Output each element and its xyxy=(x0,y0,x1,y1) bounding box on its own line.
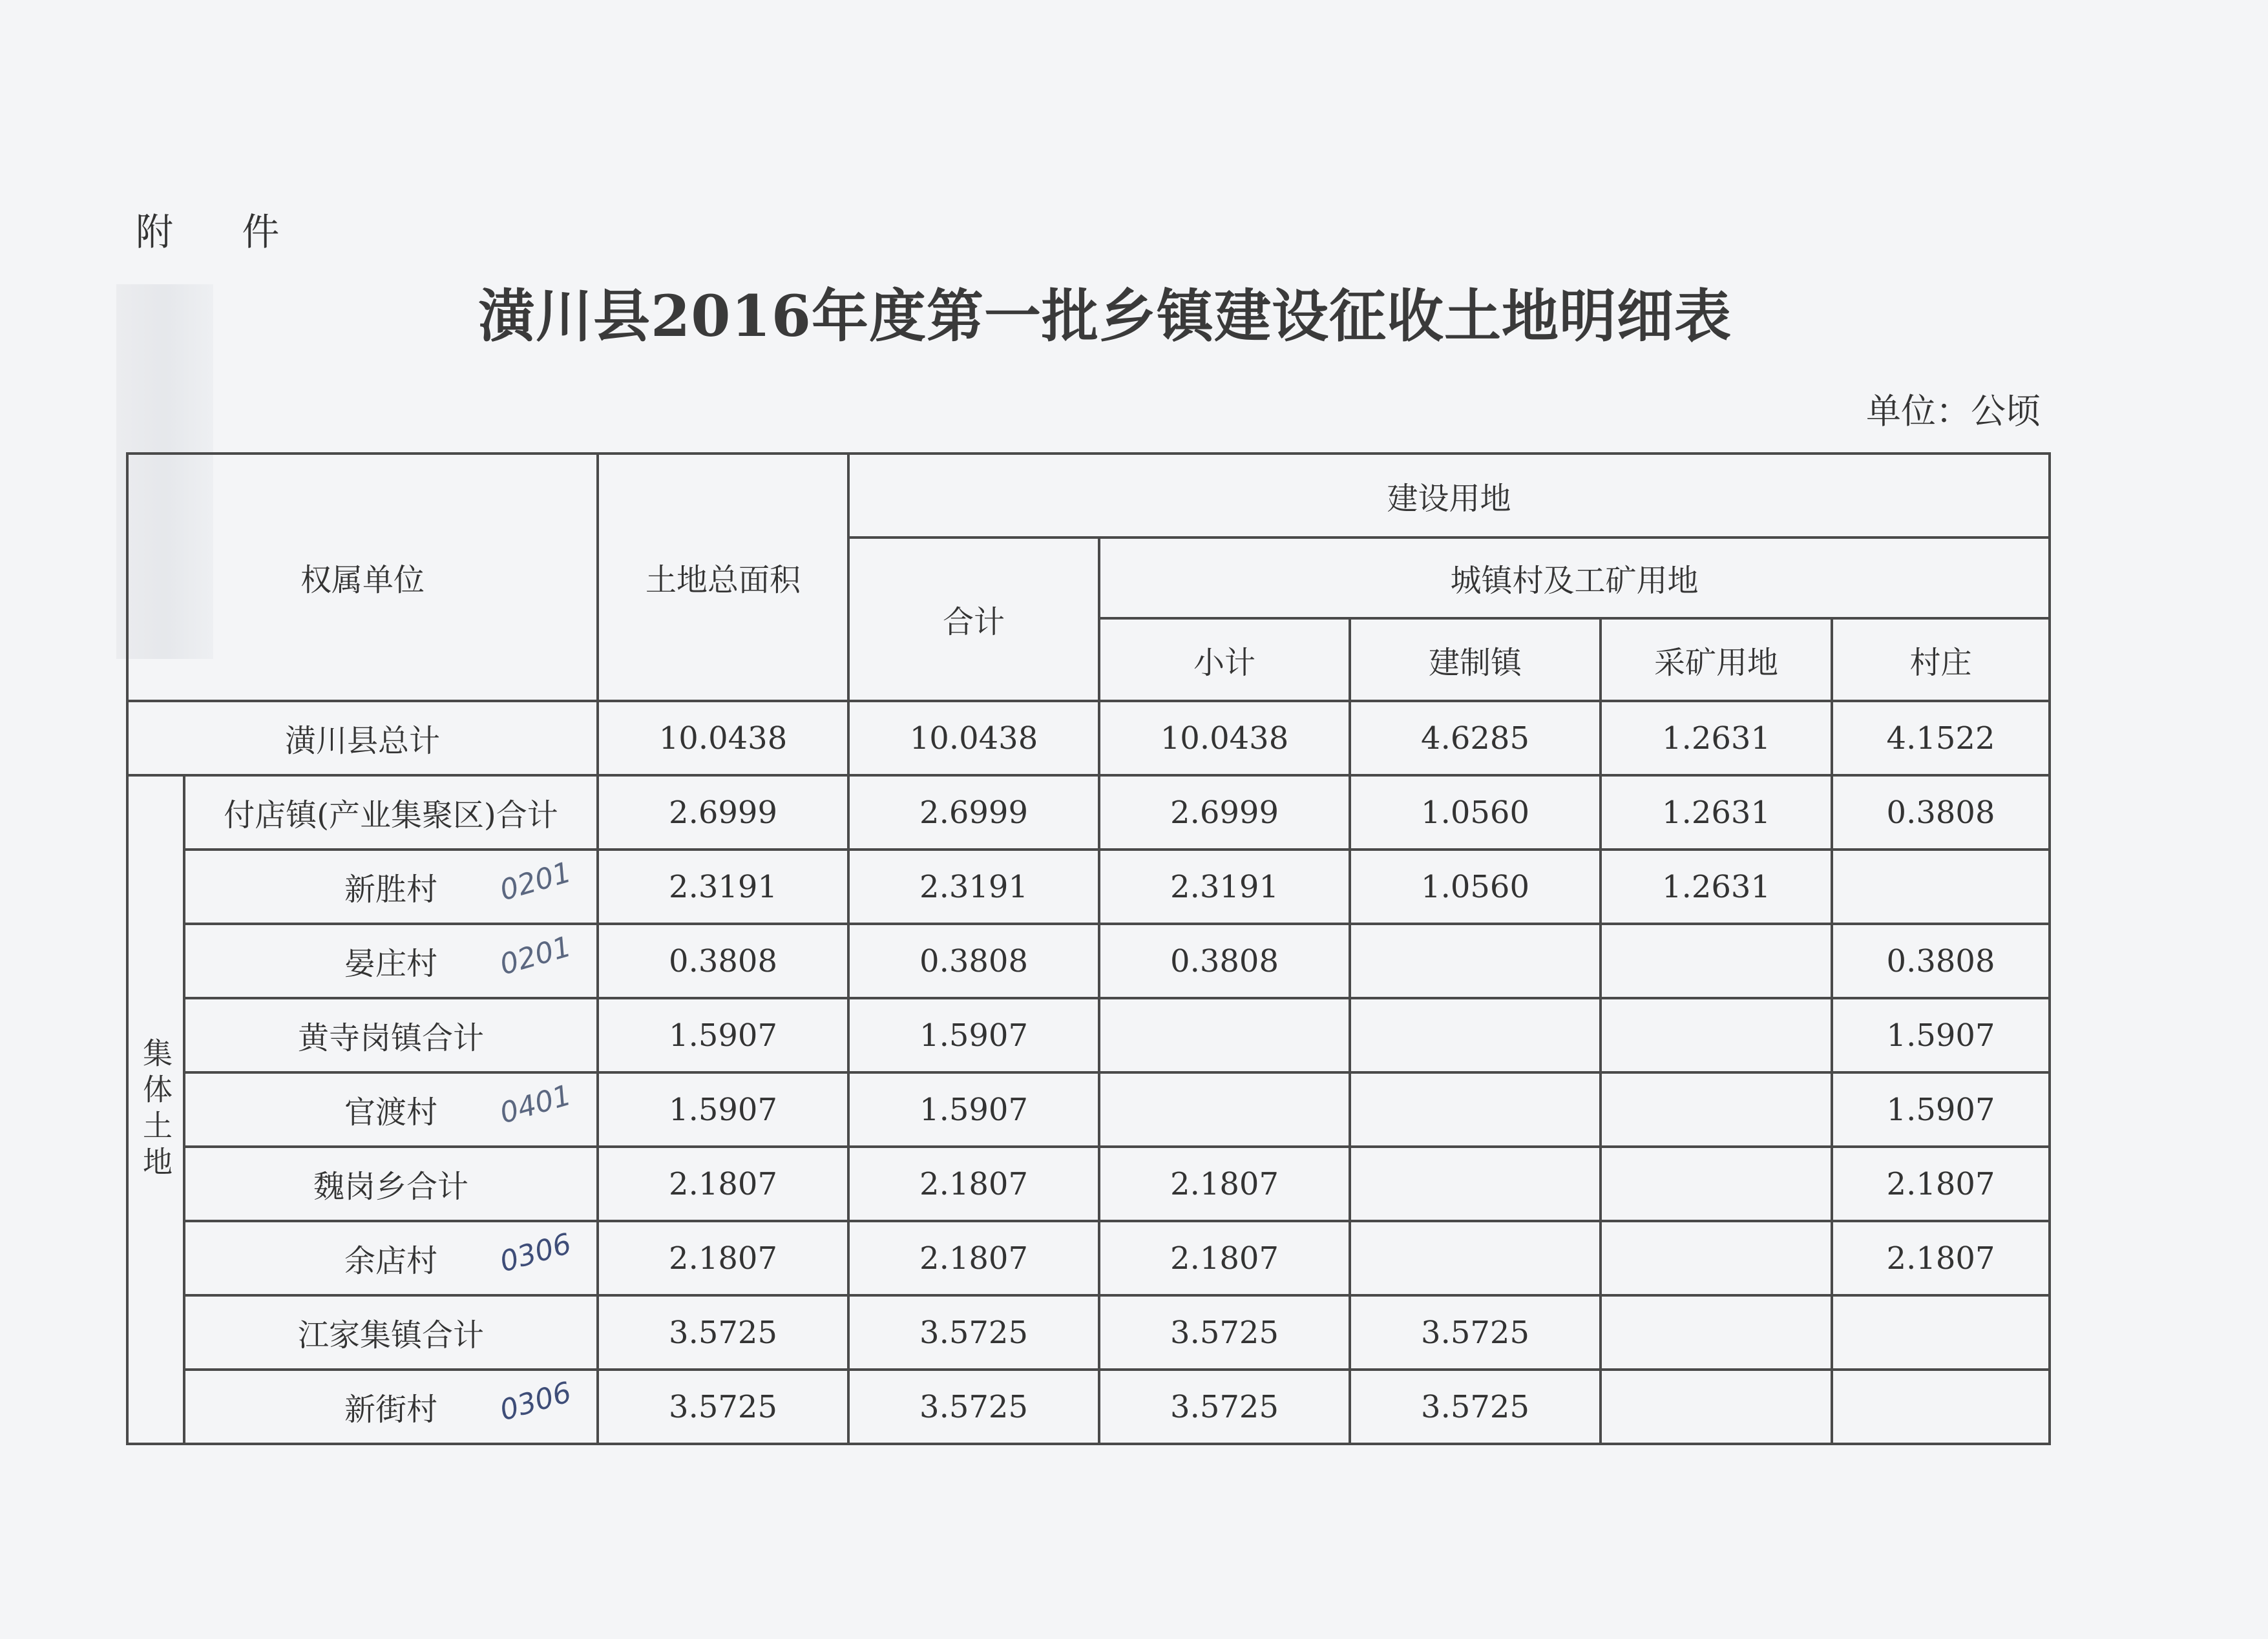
row-village xyxy=(1832,1370,2050,1444)
row-mining xyxy=(1601,1370,1832,1444)
grand-total-row xyxy=(127,701,2050,775)
table-row xyxy=(127,1072,2050,1147)
handwritten-code: 0201 xyxy=(496,930,575,982)
row-mining xyxy=(1601,1295,1832,1370)
table-row xyxy=(127,850,2050,924)
table-row xyxy=(127,775,2050,850)
row-name: 新胜村 0201 xyxy=(184,850,598,924)
row-subtotal: 3.5725 xyxy=(1099,1370,1350,1444)
row-total-area: 3.5725 xyxy=(598,1295,848,1370)
header-ownership: 权属单位 xyxy=(127,454,598,701)
row-name: 余店村 0306 xyxy=(184,1221,598,1295)
header-total-area: 土地总面积 xyxy=(598,454,848,701)
row-mining xyxy=(1601,1221,1832,1295)
row-total-area: 1.5907 xyxy=(598,1072,848,1147)
row-sum: 3.5725 xyxy=(848,1370,1099,1444)
grand-total-sum: 10.0438 xyxy=(848,701,1099,775)
row-mining xyxy=(1601,924,1832,998)
row-town xyxy=(1350,1147,1601,1221)
row-village xyxy=(1832,850,2050,924)
row-total-area: 1.5907 xyxy=(598,998,848,1072)
grand-total-town: 4.6285 xyxy=(1350,701,1601,775)
table-row xyxy=(127,1147,2050,1221)
unit-label: 单位：公顷 xyxy=(1866,391,2041,432)
header-sum: 合计 xyxy=(848,538,1099,701)
row-village: 0.3808 xyxy=(1832,924,2050,998)
handwritten-code: 0306 xyxy=(496,1227,575,1279)
grand-total-subtotal: 10.0438 xyxy=(1099,701,1350,775)
header-urban-village-mining: 城镇村及工矿用地 xyxy=(1099,538,2050,618)
table-row xyxy=(127,1295,2050,1370)
row-village: 1.5907 xyxy=(1832,1072,2050,1147)
row-sum: 2.3191 xyxy=(848,850,1099,924)
grand-total-name: 潢川县总计 xyxy=(127,701,598,775)
row-mining xyxy=(1601,998,1832,1072)
table-row xyxy=(127,998,2050,1072)
header-town: 建制镇 xyxy=(1350,618,1601,701)
header-mining: 采矿用地 xyxy=(1601,618,1832,701)
row-subtotal: 3.5725 xyxy=(1099,1295,1350,1370)
row-town xyxy=(1350,1221,1601,1295)
row-name: 官渡村 0401 xyxy=(184,1072,598,1147)
grand-total-village: 4.1522 xyxy=(1832,701,2050,775)
row-mining xyxy=(1601,1147,1832,1221)
handwritten-code: 0306 xyxy=(496,1375,575,1428)
row-name: 黄寺岗镇合计 xyxy=(184,998,598,1072)
row-village: 0.3808 xyxy=(1832,775,2050,850)
row-village: 2.1807 xyxy=(1832,1147,2050,1221)
row-town xyxy=(1350,998,1601,1072)
grand-total-area: 10.0438 xyxy=(598,701,848,775)
row-name: 付店镇(产业集聚区)合计 xyxy=(184,775,598,850)
row-total-area: 2.1807 xyxy=(598,1221,848,1295)
row-total-area: 2.6999 xyxy=(598,775,848,850)
land-detail-table xyxy=(126,452,2051,1445)
header-village: 村庄 xyxy=(1832,618,2050,701)
document-title: 潢川县2016年度第一批乡镇建设征收土地明细表 xyxy=(478,282,1732,350)
row-town: 3.5725 xyxy=(1350,1295,1601,1370)
header-construction-land: 建设用地 xyxy=(848,454,2050,538)
row-town xyxy=(1350,924,1601,998)
row-name: 晏庄村 0201 xyxy=(184,924,598,998)
row-village: 2.1807 xyxy=(1832,1221,2050,1295)
row-sum: 2.1807 xyxy=(848,1147,1099,1221)
row-total-area: 0.3808 xyxy=(598,924,848,998)
row-subtotal: 2.3191 xyxy=(1099,850,1350,924)
row-mining xyxy=(1601,1072,1832,1147)
row-mining: 1.2631 xyxy=(1601,850,1832,924)
attachment-label: 附 件 xyxy=(136,210,308,254)
handwritten-code: 0201 xyxy=(496,855,575,908)
row-subtotal: 2.6999 xyxy=(1099,775,1350,850)
row-name: 新街村 0306 xyxy=(184,1370,598,1444)
table-row xyxy=(127,924,2050,998)
handwritten-code: 0401 xyxy=(496,1078,575,1131)
table-row xyxy=(127,1221,2050,1295)
row-name: 魏岗乡合计 xyxy=(184,1147,598,1221)
row-subtotal: 2.1807 xyxy=(1099,1147,1350,1221)
row-total-area: 3.5725 xyxy=(598,1370,848,1444)
row-sum: 1.5907 xyxy=(848,998,1099,1072)
row-mining: 1.2631 xyxy=(1601,775,1832,850)
row-sum: 3.5725 xyxy=(848,1295,1099,1370)
row-sum: 1.5907 xyxy=(848,1072,1099,1147)
row-subtotal xyxy=(1099,1072,1350,1147)
row-subtotal xyxy=(1099,998,1350,1072)
row-total-area: 2.1807 xyxy=(598,1147,848,1221)
row-town: 1.0560 xyxy=(1350,850,1601,924)
grand-total-mining: 1.2631 xyxy=(1601,701,1832,775)
row-village xyxy=(1832,1295,2050,1370)
row-town xyxy=(1350,1072,1601,1147)
row-sum: 0.3808 xyxy=(848,924,1099,998)
row-subtotal: 0.3808 xyxy=(1099,924,1350,998)
row-town: 1.0560 xyxy=(1350,775,1601,850)
row-town: 3.5725 xyxy=(1350,1370,1601,1444)
collective-land-label: 集体土地 xyxy=(127,775,184,1444)
header-subtotal: 小计 xyxy=(1099,618,1350,701)
row-village: 1.5907 xyxy=(1832,998,2050,1072)
row-total-area: 2.3191 xyxy=(598,850,848,924)
row-subtotal: 2.1807 xyxy=(1099,1221,1350,1295)
row-name: 江家集镇合计 xyxy=(184,1295,598,1370)
row-sum: 2.6999 xyxy=(848,775,1099,850)
row-sum: 2.1807 xyxy=(848,1221,1099,1295)
table-row xyxy=(127,1370,2050,1444)
